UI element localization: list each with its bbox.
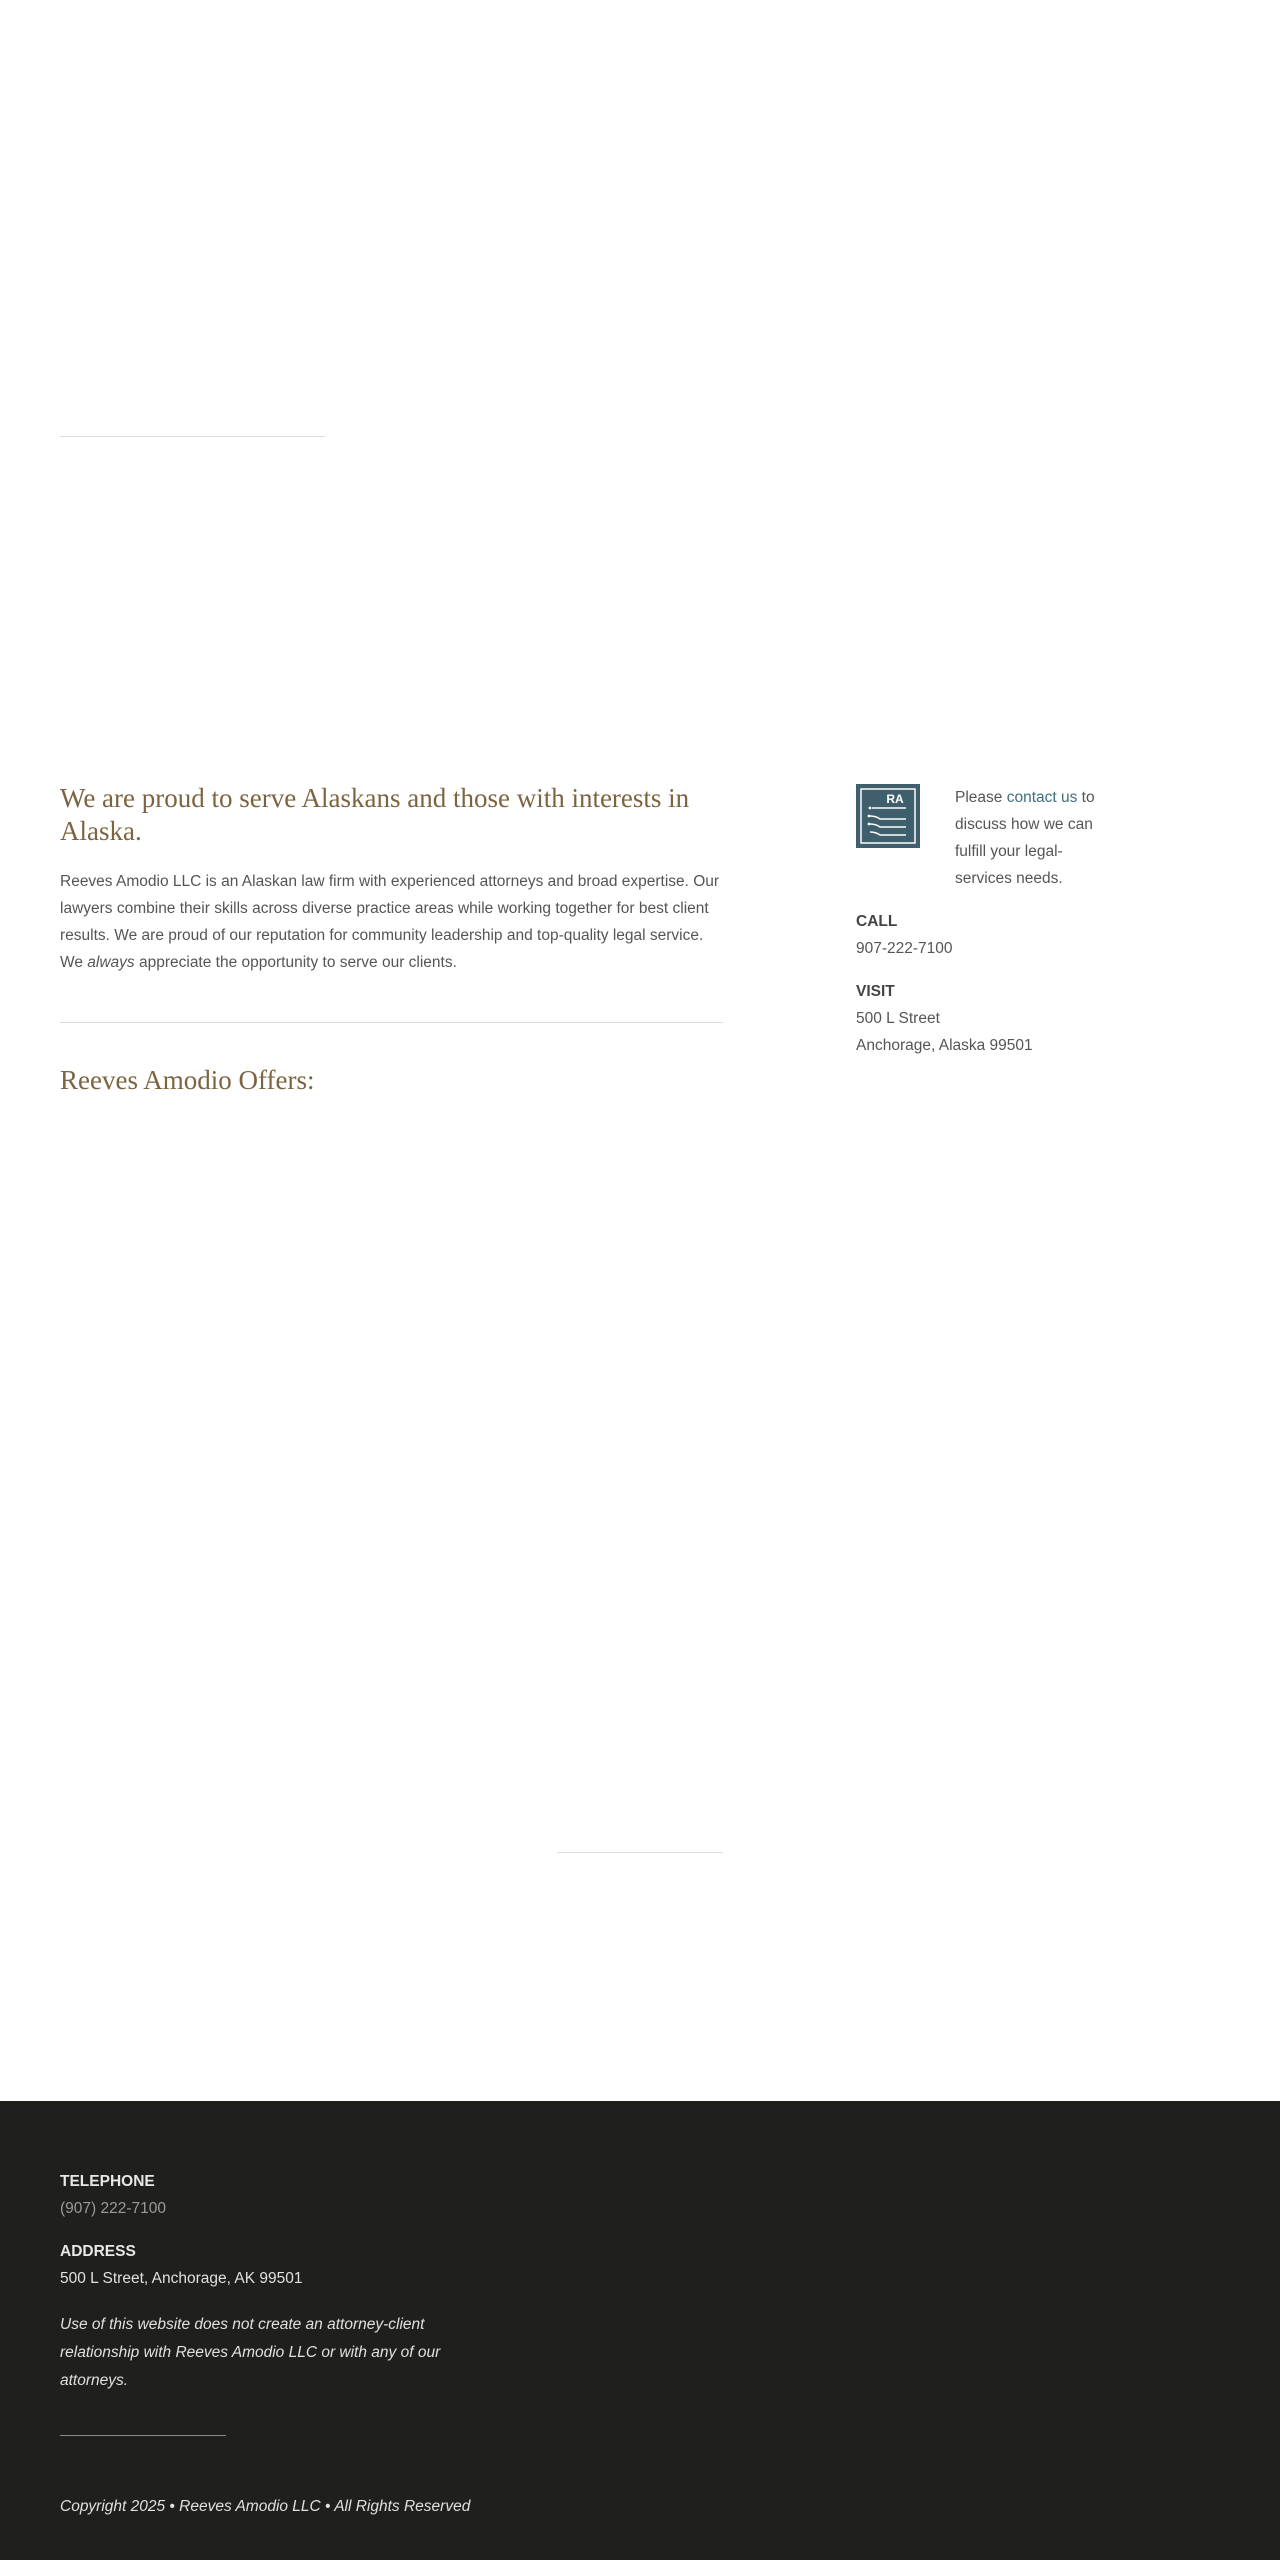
- visit-address-line1: 500 L Street: [856, 1010, 940, 1027]
- firm-logo-mark: [858, 786, 918, 846]
- call-number[interactable]: 907-222-7100: [856, 940, 953, 957]
- footer-address-label: ADDRESS: [60, 2243, 136, 2260]
- footer-phone-link[interactable]: (907) 222-7100: [60, 2200, 166, 2217]
- logo-initials: RA: [886, 792, 904, 806]
- footer-address: 500 L Street, Anchorage, AK 99501: [60, 2270, 303, 2287]
- offers-heading: Reeves Amodio Offers:: [60, 1065, 315, 1095]
- offers-end-divider: [557, 1852, 723, 1853]
- footer-telephone-label: TELEPHONE: [60, 2173, 155, 2190]
- visit-address-line2: Anchorage, Alaska 99501: [856, 1037, 1033, 1054]
- call-label: CALL: [856, 913, 898, 930]
- visit-block: [856, 978, 1033, 1059]
- intro-section: [60, 782, 725, 976]
- contact-prompt: Please contact us to discuss how we can fulfill your legal-services needs.: [955, 789, 1095, 887]
- intro-paragraph: Reeves Amodio LLC is an Alaskan law firm with experienced attorneys and broad expertise. Our lawyers combine their skills across diverse practice areas while working together for best client results. We are proud of our reputation for community leadership and top-quality legal service. We always appreciate the opportunity to serve our clients.: [60, 873, 720, 971]
- footer-divider: [60, 2435, 226, 2436]
- call-block: [856, 908, 953, 962]
- content-divider: [60, 1022, 723, 1023]
- header-divider: [60, 436, 325, 437]
- footer-telephone: [60, 2200, 166, 2218]
- footer-copyright: Copyright 2025 • Reeves Amodio LLC • All Rights Reserved: [60, 2498, 471, 2515]
- visit-label: VISIT: [856, 983, 895, 1000]
- footer-disclaimer: Use of this website does not create an attorney-client relationship with Reeves Amodio LLC or with any of our attorneys.: [60, 2316, 441, 2389]
- intro-heading: We are proud to serve Alaskans and those with interests in Alaska.: [60, 783, 690, 846]
- emphasis-always: always: [87, 954, 135, 971]
- contact-us-link[interactable]: contact us: [1006, 789, 1078, 806]
- firm-logo: [856, 784, 920, 848]
